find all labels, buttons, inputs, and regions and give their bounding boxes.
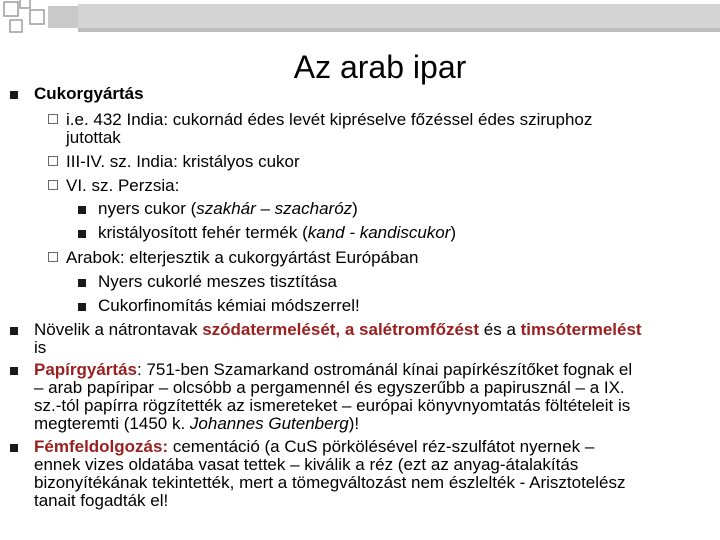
- cukor-item-1: i.e. 432 India: cukornád édes levét kipréselve főzéssel édes sziruphoz: [66, 110, 593, 129]
- papir-line-1: Papírgyártás: 751-ben Szamarkand ostrománál kínai papírkészítőket fognak el: [34, 360, 633, 379]
- fem-line-1: Fémfeldolgozás: cementáció (a CuS pörkölésével réz-szulfátot nyernek –: [34, 437, 595, 456]
- checkbox-bullet-icon: [48, 114, 58, 124]
- bullet-marker: [78, 279, 86, 287]
- cukor-item-3: VI. sz. Perzsia:: [66, 176, 180, 195]
- checkbox-bullet-icon: [48, 252, 58, 262]
- checkbox-bullet-icon: [48, 156, 58, 166]
- bullet-marker: [10, 444, 18, 452]
- checkbox-bullet-icon: [48, 180, 58, 190]
- cukor-subitem-2: kristályosított fehér termék (kand - kandiscukor): [98, 223, 457, 242]
- novelik-line-1: Növelik a nátrontavak szódatermelését, a salétromfőzést és a timsótermelést: [34, 320, 642, 339]
- cukor-subitem-3: Nyers cukorlé meszes tisztítása: [98, 272, 338, 291]
- cukor-item-2: III-IV. sz. India: kristályos cukor: [66, 152, 300, 171]
- bullet-marker: [10, 91, 18, 99]
- papir-line-4: megteremti (1450 k. Johannes Gutenberg)!: [34, 414, 360, 433]
- cukor-subitem-1: nyers cukor (szakhár – szacharóz): [98, 199, 358, 218]
- bullet-marker: [78, 206, 86, 214]
- papir-line-3: sz.-tól papírra rögzítették az ismereteket – európai könyvnyomtatás föltételeit is: [34, 396, 631, 415]
- fem-line-2: ennek vizes oldatába vasat tettek – kiválik a réz (ezt az anyag-átalakítás: [34, 455, 579, 474]
- slide-title: Az arab ipar: [293, 49, 467, 85]
- bullet-marker: [78, 303, 86, 311]
- papir-line-2: – arab papíripar – olcsóbb a pergamennél és egyszerűbb a papirusznál – a IX.: [34, 378, 625, 397]
- fem-line-4: tanait fogadták el!: [34, 491, 169, 510]
- fem-line-3: bizonyítékának tekintették, mert a tömegváltozást nem észlelték - Arisztotelész: [34, 473, 626, 492]
- novelik-line-2: is: [34, 338, 47, 357]
- section-heading-cukor: Cukorgyártás: [34, 84, 144, 103]
- bullet-marker: [10, 367, 18, 375]
- cukor-item-1-cont: jutottak: [66, 128, 121, 147]
- cukor-subitem-4: Cukorfinomítás kémiai módszerrel!: [98, 296, 360, 315]
- bullet-marker: [10, 327, 18, 335]
- cukor-item-4: Arabok: elterjesztik a cukorgyártást Európában: [66, 248, 419, 267]
- header-decoration: [0, 0, 720, 40]
- bullet-marker: [78, 230, 86, 238]
